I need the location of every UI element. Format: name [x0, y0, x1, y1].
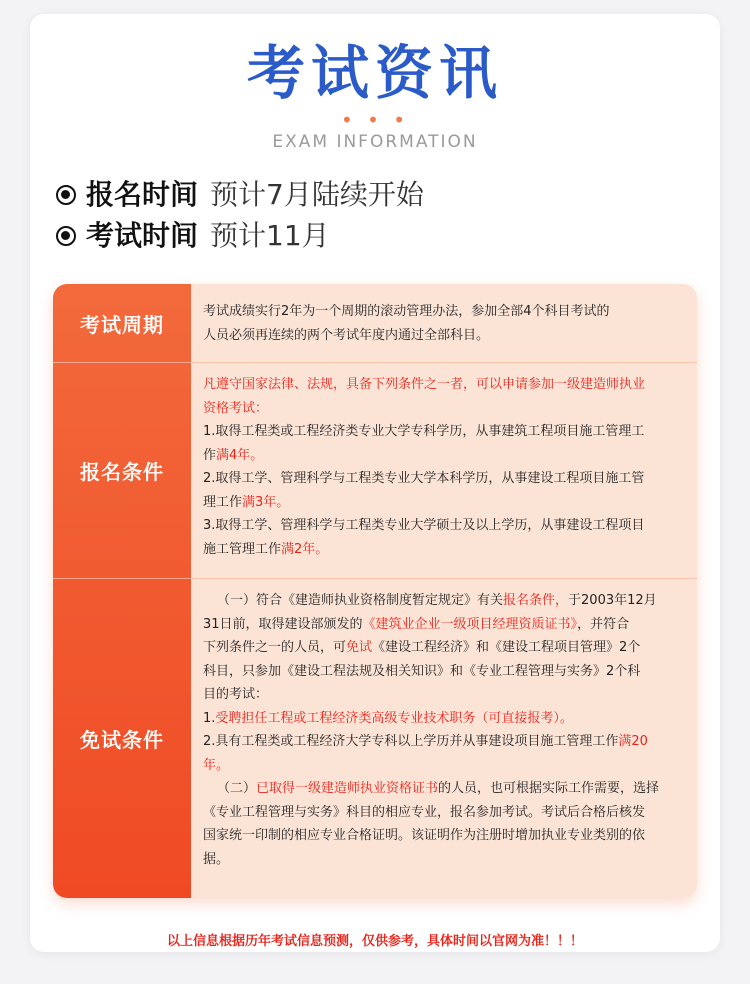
row-label-exemption: 免试条件: [80, 727, 164, 752]
exam-info-table: [53, 284, 697, 898]
highlight-text: 满3年。: [242, 494, 290, 510]
text-segment: 下列条件之一的人员，可: [203, 640, 347, 655]
text-line: 2.取得工学、管理科学与工程类专业大学本科学历，从事建设工程项目施工管: [203, 471, 645, 486]
text-line: [203, 491, 687, 515]
exam-time-label: 考试时间: [86, 219, 199, 252]
text-line: 3.取得工学、管理科学与工程类专业大学硕士及以上学历，从事建设工程项目: [203, 518, 645, 533]
text-line: 人员必须再连续的两个考试年度内通过全部科目。: [203, 327, 490, 343]
highlight-text: 已取得一级建造师执业资格证书: [256, 781, 439, 796]
registration-time-row: [56, 175, 424, 215]
text-segment: 的人员，也可根据实际工作需要，选择: [438, 781, 660, 796]
exam-time-row: [56, 216, 330, 256]
text-line: 1.取得工程类或工程经济类专业大学专科学历，从事建筑工程项目施工管理工: [203, 424, 645, 439]
text-segment: 理工作: [203, 494, 243, 510]
text-line: [203, 444, 687, 468]
highlight-text: 受聘担任工程或工程经济类高级专业技术职务（可直接报考）。: [215, 710, 573, 726]
text-segment: 作: [203, 447, 217, 463]
radio-bullet-icon: [56, 226, 76, 246]
text-line: 《专业工程管理与实务》科目的相应专业，报名参加考试。考试后合格后核发: [203, 804, 646, 820]
text-line: [203, 613, 687, 637]
row-label-eligibility: 报名条件: [80, 459, 164, 484]
text-segment: （二）: [217, 781, 257, 796]
registration-time-value: 预计7月陆续开始: [210, 178, 424, 211]
page-title: 考试资讯: [246, 39, 503, 107]
highlight-text: 满4年。: [216, 447, 264, 463]
text-line: 资格考试：: [203, 400, 269, 416]
text-line: [203, 589, 687, 613]
row-divider: [191, 578, 697, 579]
highlight-text: 免试: [346, 640, 373, 655]
row-content-eligibility: [191, 373, 697, 561]
text-line: 考试成绩实行2年为一个周期的滚动管理办法，参加全部4个科目考试的: [203, 304, 610, 319]
text-line: 目的考试：: [203, 687, 269, 702]
row-label-cycle: 考试周期: [80, 312, 164, 337]
text-segment: 31日前，取得建设部颁发的: [203, 616, 363, 632]
text-segment: 1.: [203, 710, 216, 726]
title-dots: • • •: [340, 108, 410, 132]
text-segment: 于2003年12月: [568, 593, 657, 608]
row-divider: [191, 362, 697, 363]
page-subtitle: EXAM INFORMATION: [272, 132, 478, 152]
highlight-text: 报名条件，: [503, 593, 569, 608]
text-line: 科目，只参加《建设工程法规及相关知识》和《专业工程管理与实务》2个科: [203, 663, 641, 679]
registration-time-label: 报名时间: [86, 178, 199, 211]
text-line: 凡遵守国家法律、法规，具备下列条件之一者，可以申请参加一级建造师执业: [203, 377, 646, 392]
highlight-text: 满20: [618, 734, 648, 749]
text-line: [203, 777, 687, 801]
exam-time-value: 预计11月: [210, 219, 330, 252]
highlight-text: 满2年。: [281, 541, 329, 557]
text-line: [203, 636, 687, 660]
text-line: 据。: [203, 851, 230, 867]
text-line: 年。: [203, 757, 230, 773]
text-segment: （一）符合《建造师执业资格制度暂定规定》有关: [217, 593, 504, 608]
highlight-text: 《建筑业企业一级项目经理资质证书》: [362, 616, 578, 632]
text-line: [203, 707, 687, 731]
row-content-exemption: [191, 589, 697, 871]
text-segment: 《建设工程经济》和《建设工程项目管理》2个: [372, 640, 641, 655]
row-content-cycle: [191, 300, 697, 347]
text-line: [203, 730, 687, 754]
text-segment: ，并符合: [577, 616, 630, 632]
text-line: [203, 538, 687, 562]
text-segment: 施工管理工作: [203, 541, 282, 557]
radio-bullet-icon: [56, 185, 76, 205]
text-line: 国家统一印制的相应专业合格证明。该证明作为注册时增加执业专业类别的依: [203, 828, 646, 843]
text-segment: 2.具有工程类或工程经济大学专科以上学历并从事建设项目施工管理工作: [203, 734, 619, 749]
disclaimer-footer: 以上信息根据历年考试信息预测，仅供参考，具体时间以官网为准！！！: [166, 934, 583, 949]
